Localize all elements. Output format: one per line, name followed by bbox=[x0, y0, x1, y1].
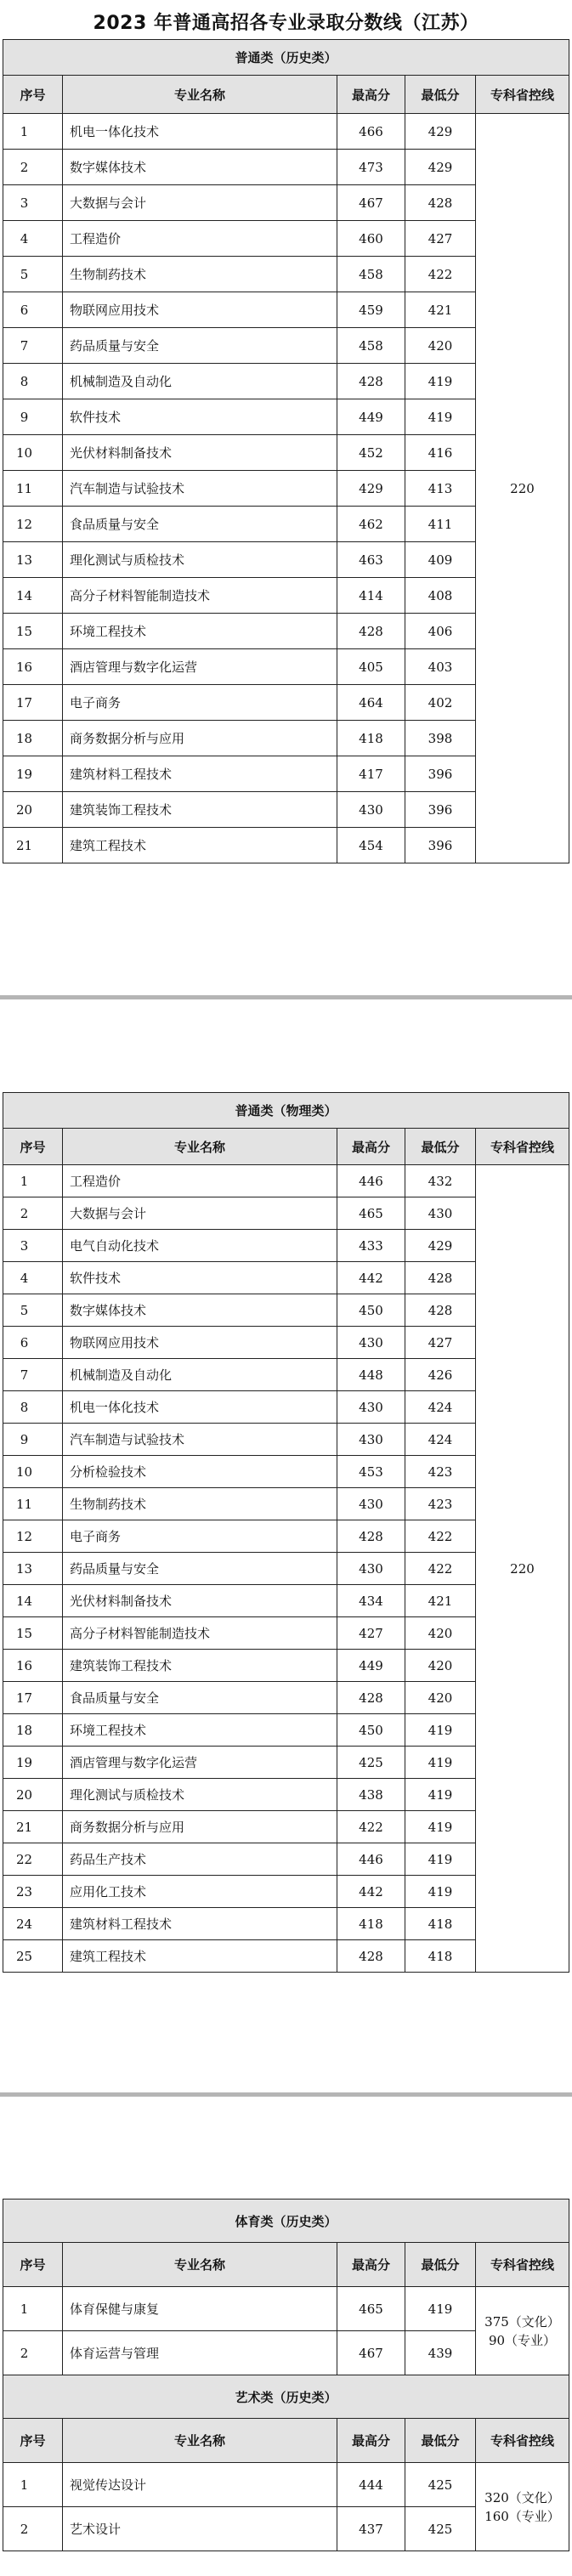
row-index: 19 bbox=[3, 756, 63, 792]
major-name: 建筑工程技术 bbox=[63, 828, 337, 863]
major-name: 艺术设计 bbox=[63, 2507, 337, 2551]
max-score: 448 bbox=[337, 1359, 405, 1391]
major-name: 酒店管理与数字化运营 bbox=[63, 1747, 337, 1779]
min-score: 419 bbox=[405, 2287, 476, 2331]
min-score: 430 bbox=[405, 1197, 476, 1230]
row-index: 14 bbox=[3, 1585, 63, 1617]
min-score: 423 bbox=[405, 1488, 476, 1520]
major-name: 酒店管理与数字化运营 bbox=[63, 649, 337, 685]
min-score: 428 bbox=[405, 1294, 476, 1327]
min-score: 413 bbox=[405, 471, 476, 507]
min-score: 428 bbox=[405, 185, 476, 221]
major-name: 环境工程技术 bbox=[63, 614, 337, 649]
min-score: 419 bbox=[405, 1811, 476, 1843]
col-header-index: 序号 bbox=[3, 1129, 63, 1165]
col-header-major: 专业名称 bbox=[63, 2243, 337, 2287]
row-index: 11 bbox=[3, 1488, 63, 1520]
min-score: 421 bbox=[405, 1585, 476, 1617]
min-score: 396 bbox=[405, 792, 476, 828]
control-line: 220 bbox=[476, 114, 569, 863]
min-score: 418 bbox=[405, 1908, 476, 1940]
major-name: 生物制药技术 bbox=[63, 1488, 337, 1520]
major-name: 理化测试与质检技术 bbox=[63, 542, 337, 578]
max-score: 430 bbox=[337, 1327, 405, 1359]
row-index: 20 bbox=[3, 1779, 63, 1811]
control-line bbox=[476, 2463, 569, 2551]
max-score: 458 bbox=[337, 257, 405, 292]
category-header: 艺术类（历史类） bbox=[3, 2375, 569, 2419]
min-score: 428 bbox=[405, 1262, 476, 1294]
row-index: 10 bbox=[3, 435, 63, 471]
major-name: 高分子材料智能制造技术 bbox=[63, 1617, 337, 1650]
col-header-control: 专科省控线 bbox=[476, 1129, 569, 1165]
row-index: 8 bbox=[3, 1391, 63, 1424]
min-score: 421 bbox=[405, 292, 476, 328]
min-score: 422 bbox=[405, 1520, 476, 1553]
major-name: 应用化工技术 bbox=[63, 1876, 337, 1908]
min-score: 396 bbox=[405, 756, 476, 792]
row-index: 9 bbox=[3, 399, 63, 435]
max-score: 453 bbox=[337, 1456, 405, 1488]
min-score: 427 bbox=[405, 221, 476, 257]
col-header-max: 最高分 bbox=[337, 76, 405, 114]
row-index: 7 bbox=[3, 328, 63, 364]
max-score: 464 bbox=[337, 685, 405, 721]
min-score: 439 bbox=[405, 2331, 476, 2375]
major-name: 体育运营与管理 bbox=[63, 2331, 337, 2375]
min-score: 416 bbox=[405, 435, 476, 471]
min-score: 419 bbox=[405, 364, 476, 399]
major-name: 建筑装饰工程技术 bbox=[63, 792, 337, 828]
row-index: 15 bbox=[3, 1617, 63, 1650]
category-header: 普通类（历史类） bbox=[3, 40, 569, 76]
max-score: 444 bbox=[337, 2463, 405, 2507]
max-score: 442 bbox=[337, 1876, 405, 1908]
section-divider bbox=[0, 995, 572, 999]
row-index: 16 bbox=[3, 1650, 63, 1682]
col-header-min: 最低分 bbox=[405, 2419, 476, 2463]
control-line-culture: 320（文化） bbox=[484, 2489, 560, 2505]
max-score: 465 bbox=[337, 1197, 405, 1230]
major-name: 电子商务 bbox=[63, 1520, 337, 1553]
min-score: 429 bbox=[405, 150, 476, 185]
min-score: 427 bbox=[405, 1327, 476, 1359]
max-score: 428 bbox=[337, 1940, 405, 1973]
row-index: 10 bbox=[3, 1456, 63, 1488]
major-name: 商务数据分析与应用 bbox=[63, 721, 337, 756]
history-score-table bbox=[3, 39, 569, 863]
min-score: 420 bbox=[405, 1617, 476, 1650]
min-score: 419 bbox=[405, 1747, 476, 1779]
row-index: 24 bbox=[3, 1908, 63, 1940]
min-score: 424 bbox=[405, 1391, 476, 1424]
row-index: 21 bbox=[3, 1811, 63, 1843]
category-header: 普通类（物理类） bbox=[3, 1093, 569, 1129]
col-header-min: 最低分 bbox=[405, 2243, 476, 2287]
row-index: 20 bbox=[3, 792, 63, 828]
min-score: 419 bbox=[405, 1714, 476, 1747]
min-score: 420 bbox=[405, 328, 476, 364]
min-score: 429 bbox=[405, 1230, 476, 1262]
major-name: 商务数据分析与应用 bbox=[63, 1811, 337, 1843]
major-name: 高分子材料智能制造技术 bbox=[63, 578, 337, 614]
min-score: 398 bbox=[405, 721, 476, 756]
row-index: 13 bbox=[3, 1553, 63, 1585]
min-score: 419 bbox=[405, 399, 476, 435]
col-header-major: 专业名称 bbox=[63, 76, 337, 114]
max-score: 418 bbox=[337, 721, 405, 756]
col-header-min: 最低分 bbox=[405, 76, 476, 114]
row-index: 21 bbox=[3, 828, 63, 863]
major-name: 建筑材料工程技术 bbox=[63, 756, 337, 792]
row-index: 2 bbox=[3, 150, 63, 185]
max-score: 454 bbox=[337, 828, 405, 863]
max-score: 473 bbox=[337, 150, 405, 185]
max-score: 417 bbox=[337, 756, 405, 792]
min-score: 409 bbox=[405, 542, 476, 578]
min-score: 396 bbox=[405, 828, 476, 863]
major-name: 物联网应用技术 bbox=[63, 1327, 337, 1359]
col-header-major: 专业名称 bbox=[63, 2419, 337, 2463]
physics-score-table bbox=[3, 1092, 569, 1973]
table-row bbox=[3, 1165, 569, 1197]
control-line-major: 160（专业） bbox=[484, 2508, 560, 2524]
major-name: 视觉传达设计 bbox=[63, 2463, 337, 2507]
min-score: 411 bbox=[405, 507, 476, 542]
min-score: 408 bbox=[405, 578, 476, 614]
row-index: 1 bbox=[3, 2287, 63, 2331]
row-index: 2 bbox=[3, 2331, 63, 2375]
row-index: 1 bbox=[3, 114, 63, 150]
major-name: 机械制造及自动化 bbox=[63, 1359, 337, 1391]
control-line: 220 bbox=[476, 1165, 569, 1973]
section-divider bbox=[0, 2092, 572, 2097]
min-score: 419 bbox=[405, 1843, 476, 1876]
max-score: 430 bbox=[337, 1391, 405, 1424]
major-name: 机械制造及自动化 bbox=[63, 364, 337, 399]
major-name: 数字媒体技术 bbox=[63, 150, 337, 185]
max-score: 452 bbox=[337, 435, 405, 471]
col-header-control: 专科省控线 bbox=[476, 2419, 569, 2463]
major-name: 大数据与会计 bbox=[63, 1197, 337, 1230]
row-index: 6 bbox=[3, 1327, 63, 1359]
min-score: 402 bbox=[405, 685, 476, 721]
row-index: 17 bbox=[3, 685, 63, 721]
max-score: 450 bbox=[337, 1714, 405, 1747]
row-index: 25 bbox=[3, 1940, 63, 1973]
major-name: 环境工程技术 bbox=[63, 1714, 337, 1747]
row-index: 12 bbox=[3, 1520, 63, 1553]
max-score: 427 bbox=[337, 1617, 405, 1650]
row-index: 2 bbox=[3, 1197, 63, 1230]
row-index: 18 bbox=[3, 721, 63, 756]
major-name: 分析检验技术 bbox=[63, 1456, 337, 1488]
max-score: 434 bbox=[337, 1585, 405, 1617]
major-name: 机电一体化技术 bbox=[63, 114, 337, 150]
major-name: 工程造价 bbox=[63, 1165, 337, 1197]
major-name: 汽车制造与试验技术 bbox=[63, 471, 337, 507]
row-index: 11 bbox=[3, 471, 63, 507]
row-index: 18 bbox=[3, 1714, 63, 1747]
major-name: 电子商务 bbox=[63, 685, 337, 721]
max-score: 446 bbox=[337, 1165, 405, 1197]
max-score: 425 bbox=[337, 1747, 405, 1779]
max-score: 430 bbox=[337, 792, 405, 828]
row-index: 12 bbox=[3, 507, 63, 542]
max-score: 430 bbox=[337, 1488, 405, 1520]
min-score: 418 bbox=[405, 1940, 476, 1973]
max-score: 467 bbox=[337, 2331, 405, 2375]
col-header-control: 专科省控线 bbox=[476, 76, 569, 114]
major-name: 汽车制造与试验技术 bbox=[63, 1424, 337, 1456]
max-score: 449 bbox=[337, 399, 405, 435]
col-header-index: 序号 bbox=[3, 76, 63, 114]
max-score: 458 bbox=[337, 328, 405, 364]
row-index: 5 bbox=[3, 257, 63, 292]
category-header: 体育类（历史类） bbox=[3, 2200, 569, 2243]
col-header-control: 专科省控线 bbox=[476, 2243, 569, 2287]
row-index: 2 bbox=[3, 2507, 63, 2551]
col-header-index: 序号 bbox=[3, 2419, 63, 2463]
row-index: 14 bbox=[3, 578, 63, 614]
row-index: 15 bbox=[3, 614, 63, 649]
table-row bbox=[3, 114, 569, 150]
row-index: 6 bbox=[3, 292, 63, 328]
special-score-table bbox=[3, 2199, 569, 2551]
min-score: 419 bbox=[405, 1779, 476, 1811]
major-name: 药品生产技术 bbox=[63, 1843, 337, 1876]
major-name: 理化测试与质检技术 bbox=[63, 1779, 337, 1811]
major-name: 药品质量与安全 bbox=[63, 328, 337, 364]
max-score: 460 bbox=[337, 221, 405, 257]
row-index: 8 bbox=[3, 364, 63, 399]
max-score: 429 bbox=[337, 471, 405, 507]
max-score: 467 bbox=[337, 185, 405, 221]
min-score: 420 bbox=[405, 1682, 476, 1714]
row-index: 17 bbox=[3, 1682, 63, 1714]
max-score: 438 bbox=[337, 1779, 405, 1811]
major-name: 食品质量与安全 bbox=[63, 507, 337, 542]
min-score: 403 bbox=[405, 649, 476, 685]
col-header-max: 最高分 bbox=[337, 2419, 405, 2463]
major-name: 光伏材料制备技术 bbox=[63, 1585, 337, 1617]
col-header-index: 序号 bbox=[3, 2243, 63, 2287]
max-score: 466 bbox=[337, 114, 405, 150]
max-score: 414 bbox=[337, 578, 405, 614]
row-index: 16 bbox=[3, 649, 63, 685]
major-name: 软件技术 bbox=[63, 1262, 337, 1294]
max-score: 442 bbox=[337, 1262, 405, 1294]
major-name: 电气自动化技术 bbox=[63, 1230, 337, 1262]
col-header-max: 最高分 bbox=[337, 2243, 405, 2287]
min-score: 423 bbox=[405, 1456, 476, 1488]
row-index: 3 bbox=[3, 1230, 63, 1262]
major-name: 工程造价 bbox=[63, 221, 337, 257]
row-index: 1 bbox=[3, 1165, 63, 1197]
table-row bbox=[3, 2287, 569, 2331]
max-score: 430 bbox=[337, 1553, 405, 1585]
min-score: 429 bbox=[405, 114, 476, 150]
row-index: 4 bbox=[3, 1262, 63, 1294]
max-score: 433 bbox=[337, 1230, 405, 1262]
max-score: 446 bbox=[337, 1843, 405, 1876]
control-line-major: 90（专业） bbox=[488, 2332, 557, 2348]
min-score: 422 bbox=[405, 257, 476, 292]
col-header-min: 最低分 bbox=[405, 1129, 476, 1165]
min-score: 432 bbox=[405, 1165, 476, 1197]
major-name: 机电一体化技术 bbox=[63, 1391, 337, 1424]
major-name: 数字媒体技术 bbox=[63, 1294, 337, 1327]
row-index: 1 bbox=[3, 2463, 63, 2507]
max-score: 428 bbox=[337, 1520, 405, 1553]
row-index: 9 bbox=[3, 1424, 63, 1456]
min-score: 426 bbox=[405, 1359, 476, 1391]
min-score: 425 bbox=[405, 2463, 476, 2507]
major-name: 光伏材料制备技术 bbox=[63, 435, 337, 471]
max-score: 437 bbox=[337, 2507, 405, 2551]
max-score: 459 bbox=[337, 292, 405, 328]
control-line bbox=[476, 2287, 569, 2375]
col-header-max: 最高分 bbox=[337, 1129, 405, 1165]
major-name: 软件技术 bbox=[63, 399, 337, 435]
max-score: 449 bbox=[337, 1650, 405, 1682]
min-score: 425 bbox=[405, 2507, 476, 2551]
row-index: 19 bbox=[3, 1747, 63, 1779]
min-score: 420 bbox=[405, 1650, 476, 1682]
max-score: 462 bbox=[337, 507, 405, 542]
row-index: 23 bbox=[3, 1876, 63, 1908]
min-score: 424 bbox=[405, 1424, 476, 1456]
page-title: 2023 年普通高招各专业录取分数线（江苏） bbox=[93, 13, 479, 34]
max-score: 463 bbox=[337, 542, 405, 578]
major-name: 建筑装饰工程技术 bbox=[63, 1650, 337, 1682]
major-name: 食品质量与安全 bbox=[63, 1682, 337, 1714]
major-name: 建筑工程技术 bbox=[63, 1940, 337, 1973]
major-name: 生物制药技术 bbox=[63, 257, 337, 292]
max-score: 405 bbox=[337, 649, 405, 685]
control-line-culture: 375（文化） bbox=[484, 2313, 560, 2330]
row-index: 5 bbox=[3, 1294, 63, 1327]
major-name: 药品质量与安全 bbox=[63, 1553, 337, 1585]
major-name: 建筑材料工程技术 bbox=[63, 1908, 337, 1940]
max-score: 465 bbox=[337, 2287, 405, 2331]
max-score: 428 bbox=[337, 614, 405, 649]
row-index: 13 bbox=[3, 542, 63, 578]
max-score: 428 bbox=[337, 1682, 405, 1714]
major-name: 物联网应用技术 bbox=[63, 292, 337, 328]
min-score: 422 bbox=[405, 1553, 476, 1585]
row-index: 3 bbox=[3, 185, 63, 221]
max-score: 422 bbox=[337, 1811, 405, 1843]
major-name: 大数据与会计 bbox=[63, 185, 337, 221]
row-index: 7 bbox=[3, 1359, 63, 1391]
major-name: 体育保健与康复 bbox=[63, 2287, 337, 2331]
max-score: 450 bbox=[337, 1294, 405, 1327]
max-score: 418 bbox=[337, 1908, 405, 1940]
table-row bbox=[3, 2463, 569, 2507]
max-score: 430 bbox=[337, 1424, 405, 1456]
row-index: 4 bbox=[3, 221, 63, 257]
min-score: 419 bbox=[405, 1876, 476, 1908]
row-index: 22 bbox=[3, 1843, 63, 1876]
min-score: 406 bbox=[405, 614, 476, 649]
col-header-major: 专业名称 bbox=[63, 1129, 337, 1165]
max-score: 428 bbox=[337, 364, 405, 399]
